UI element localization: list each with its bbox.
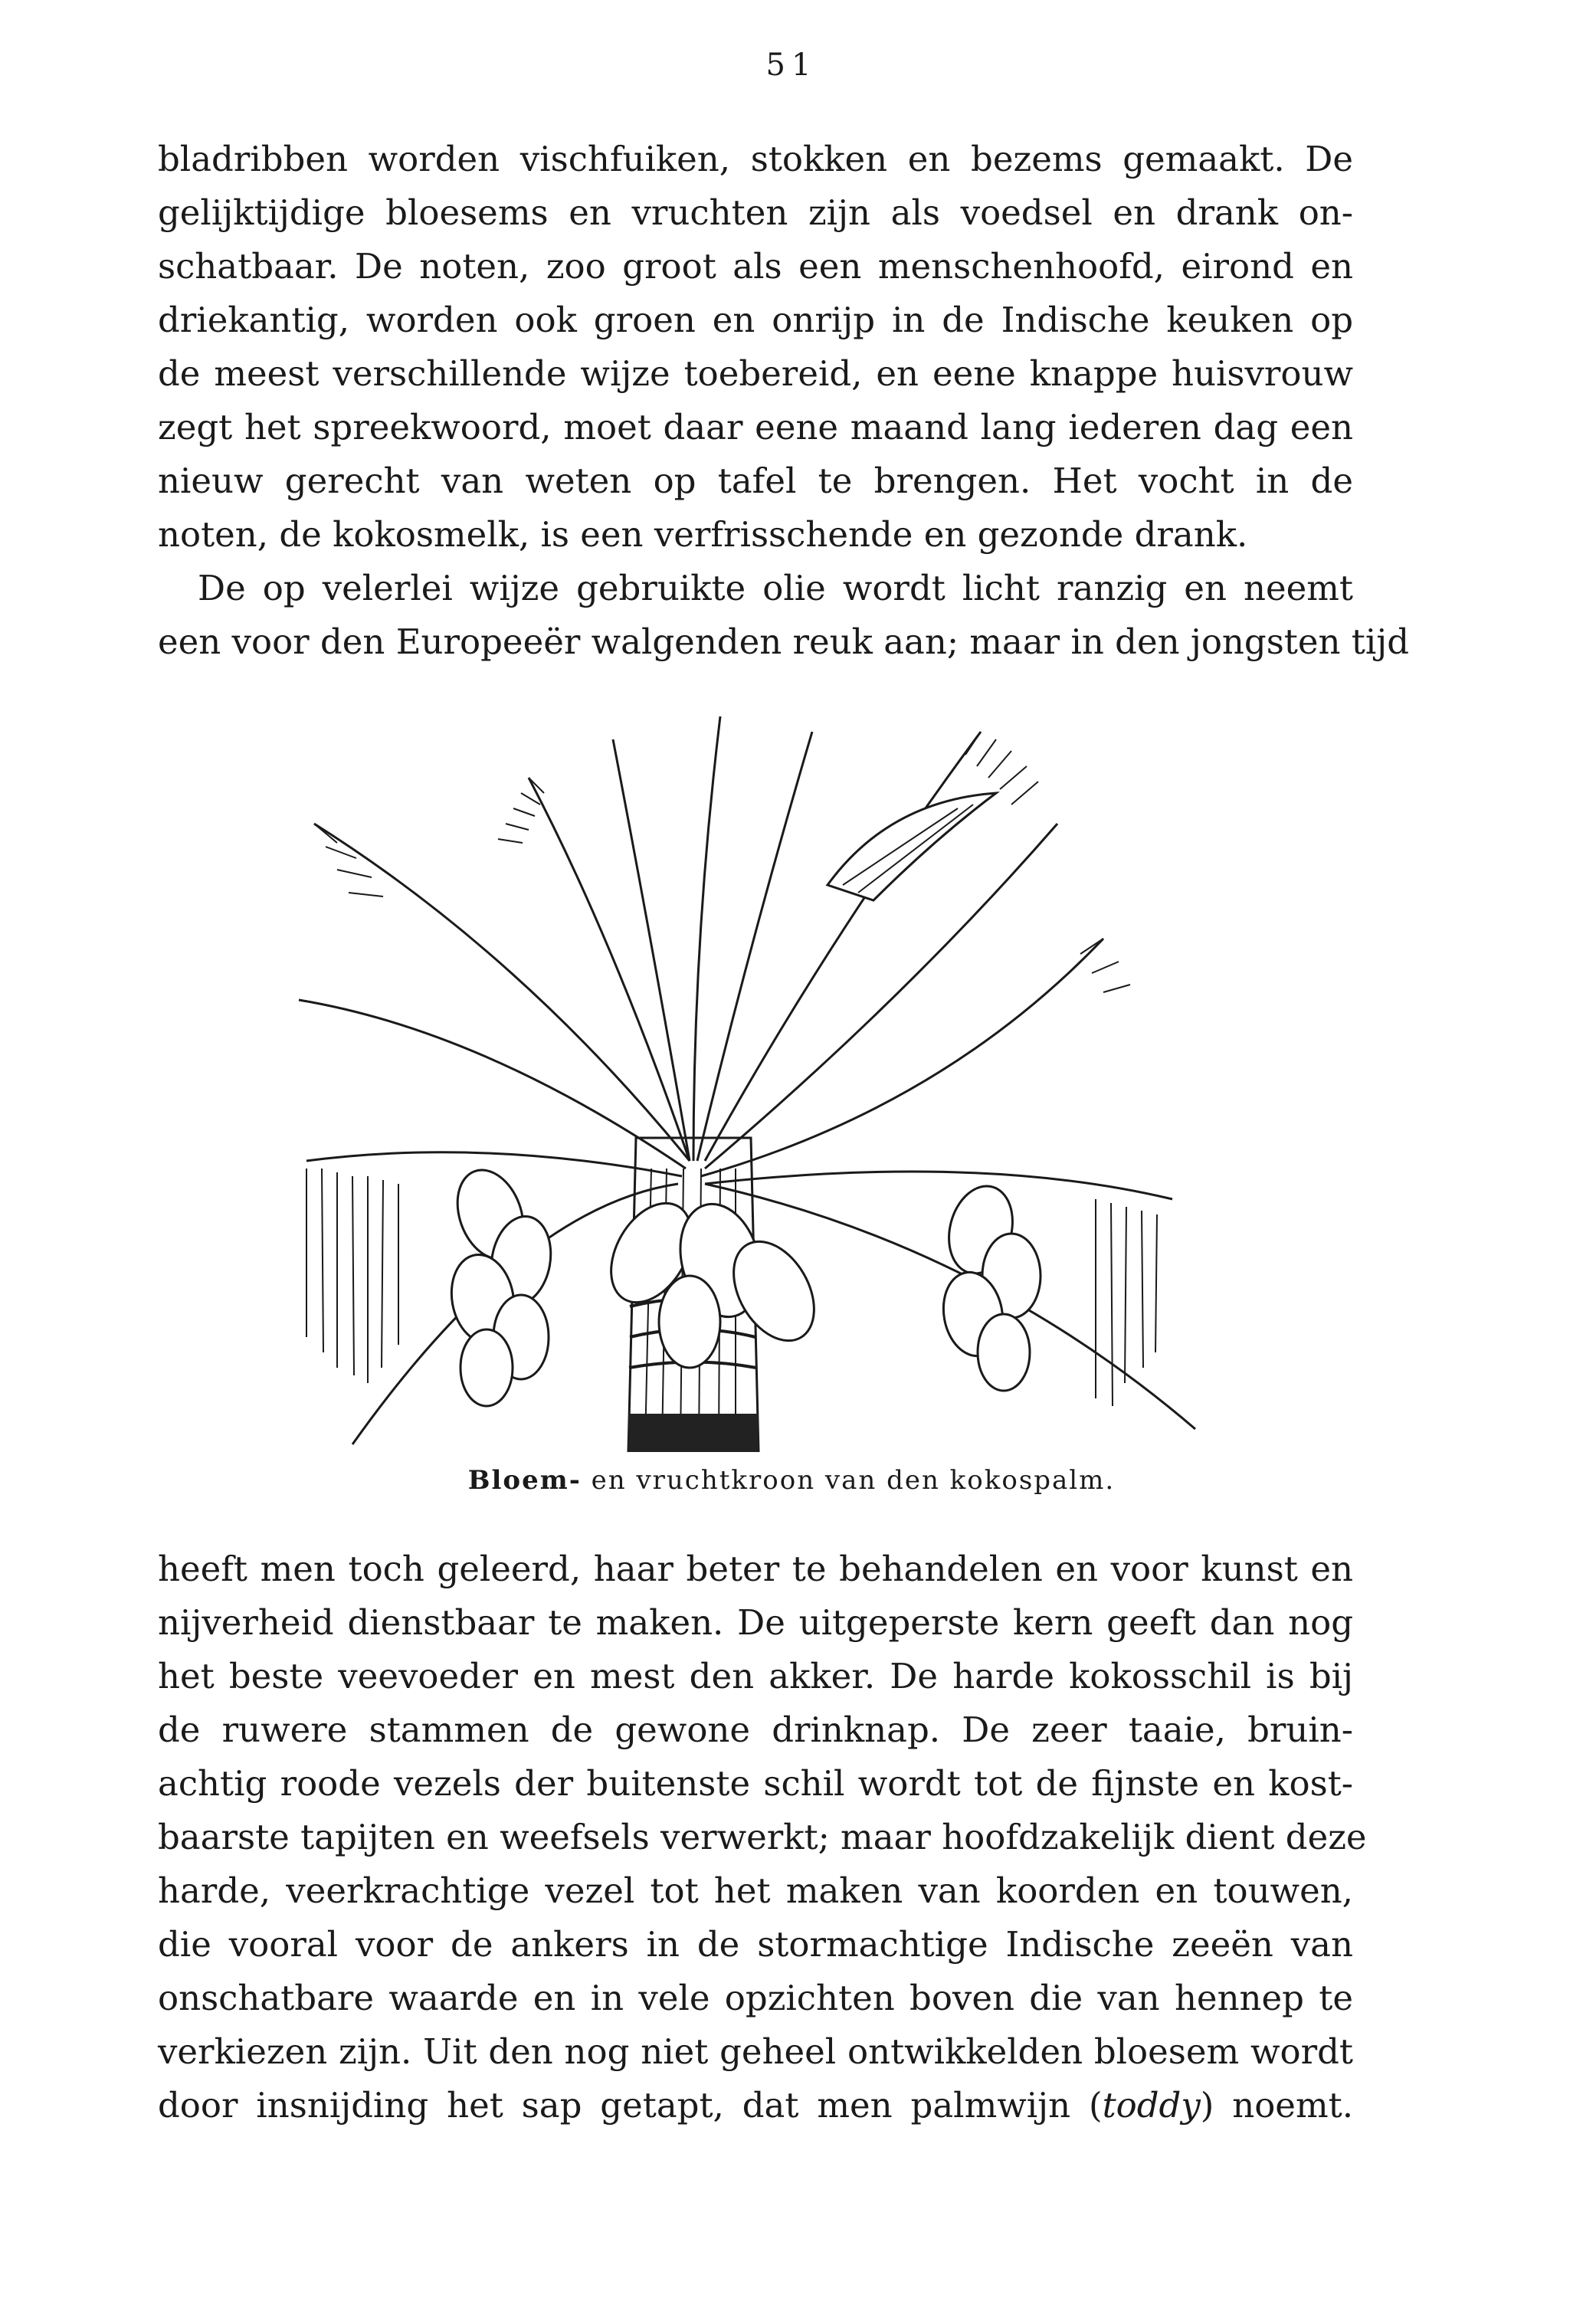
text-line: verkiezen zijn. Uit den nog niet geheel ontwikkelden bloesem wordt (158, 2031, 1353, 2072)
text-segment: ) noemt. (1200, 2085, 1354, 2126)
text-line: achtig roode vezels der buitenste schil wordt tot de fijnste en kost- (158, 1763, 1353, 1804)
caption-rest: en vruchtkroon van den kokospalm. (581, 1465, 1116, 1496)
text-line: het beste veevoeder en mest den akker. De harde kokosschil is bij (158, 1656, 1353, 1696)
text-line: harde, veerkrachtige vezel tot het maken van koorden en touwen, (158, 1870, 1353, 1911)
coconut-palm-illustration (291, 709, 1234, 1452)
text-line: nijverheid dienstbaar te maken. De uitgeperste kern geeft dan nog (158, 1602, 1353, 1643)
caption-first-word: Bloem- (467, 1465, 582, 1496)
text-line: schatbaar. De noten, zoo groot als een menschenhoofd, eirond en (158, 246, 1353, 287)
text-line: onschatbare waarde en in vele opzichten boven die van hennep te (158, 1978, 1353, 2018)
italic-term: toddy (1102, 2085, 1201, 2126)
text-line-final (158, 2079, 1353, 2132)
text-block-bottom (158, 1542, 1367, 2132)
text-line: noten, de kokosmelk, is een verfrisschende en gezonde drank. (158, 514, 1248, 555)
figure-caption (0, 1465, 1583, 1496)
text-line: gelijktijdige bloesems en vruchten zijn als voedsel en drank on- (158, 192, 1353, 233)
paragraph (158, 133, 1353, 562)
text-line: die vooral voor de ankers in de stormachtige Indische zeeën van (158, 1924, 1353, 1965)
text-line: driekantig, worden ook groen en onrijp in de Indische keuken op (158, 300, 1353, 340)
paragraph (158, 1542, 1367, 2132)
text-line: baarste tapijten en weefsels verwerkt; maar hoofdzakelijk dient deze (158, 1817, 1367, 1857)
text-line: heeft men toch geleerd, haar beter te behandelen en voor kunst en (158, 1549, 1353, 1589)
text-line: de meest verschillende wijze toebereid, en eene knappe huisvrouw (158, 353, 1353, 394)
text-line: De op velerlei wijze gebruikte olie wordt licht ranzig en neemt (198, 568, 1353, 608)
text-line: zegt het spreekwoord, moet daar eene maand lang iederen dag een (158, 407, 1353, 447)
flower-spathe (828, 793, 996, 900)
text-line: de ruwere stammen de gewone drinknap. De zeer taaie, bruin- (158, 1709, 1353, 1750)
text-block-top (158, 133, 1410, 669)
paragraph (158, 562, 1410, 669)
text-segment: door insnijding het sap getapt, dat men palmwijn ( (158, 2085, 1103, 2126)
text-line: bladribben worden vischfuiken, stokken en bezems gemaakt. De (158, 139, 1353, 179)
page-number: 51 (765, 48, 818, 83)
text-line: een voor den Europeeër walgenden reuk aan; maar in den jongsten tijd (158, 621, 1410, 662)
text-line: nieuw gerecht van weten op tafel te brengen. Het vocht in de (158, 461, 1353, 501)
